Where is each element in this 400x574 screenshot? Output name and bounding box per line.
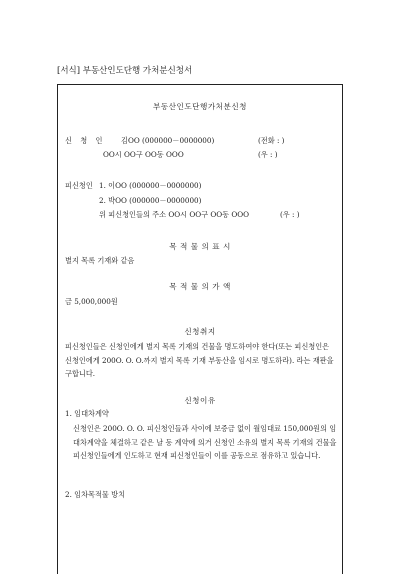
- respondents-label: 피신청인: [65, 181, 93, 190]
- form-caption: [서식] 부동산인도단행 가처분신청서: [57, 66, 193, 76]
- object-heading: 목 적 물 의 표 시: [169, 242, 231, 251]
- document-frame: [57, 84, 343, 574]
- object-text: 별지 목록 기재와 같음: [65, 256, 135, 265]
- respondents-address: 위 피신청인들의 주소 OO시 OO구 OO동 OOO: [99, 210, 250, 219]
- applicant-zip: (우 : ): [258, 150, 278, 159]
- applicant-phone: (전화 : ): [258, 136, 285, 145]
- respondent-1: 1. 이OO (000000－0000000): [99, 181, 202, 190]
- section2-heading: 2. 임차목적물 방치: [65, 490, 126, 499]
- respondents-zip: (우 : ): [280, 210, 300, 219]
- respondent-2: 2. 박OO (000000－0000000): [99, 196, 202, 205]
- value-heading: 목 적 물 의 가 액: [169, 282, 231, 291]
- applicant-address: OO시 OO구 OO동 OOO: [103, 150, 184, 159]
- purpose-heading: 신청취지: [184, 327, 216, 336]
- value-text: 금 5,000,000원: [65, 297, 118, 306]
- purpose-text: 피신청인들은 신청인에게 별지 목록 기재의 건물을 명도하여야 한다(또는 피신청인은 신청인에게 200O. O. O.까지 별지 목록 기재 부동산을 임시로 명도하라). 라는 재판을 구합니다.: [65, 342, 334, 378]
- section1-text: 신청인은 200O. O. O. 피신청인들과 사이에 보증금 없이 월임대료 150,000원의 임대차계약을 체결하고 같은 날 동 계약에 의거 신청인 소유의 별지 목록 기재의 건물을 피신청인들에게 인도하고 현재 피신청인들이 이를 공동으로 점유하고 있습니다.: [73, 424, 337, 460]
- document-title: 부동산인도단행가처분신청: [152, 102, 248, 111]
- applicant-label: 신 청 인: [65, 136, 106, 145]
- applicant-name: 김OO (000000－0000000): [121, 136, 215, 145]
- reason-heading: 신청이유: [184, 396, 216, 405]
- section1-heading: 1. 임대차계약: [65, 409, 109, 418]
